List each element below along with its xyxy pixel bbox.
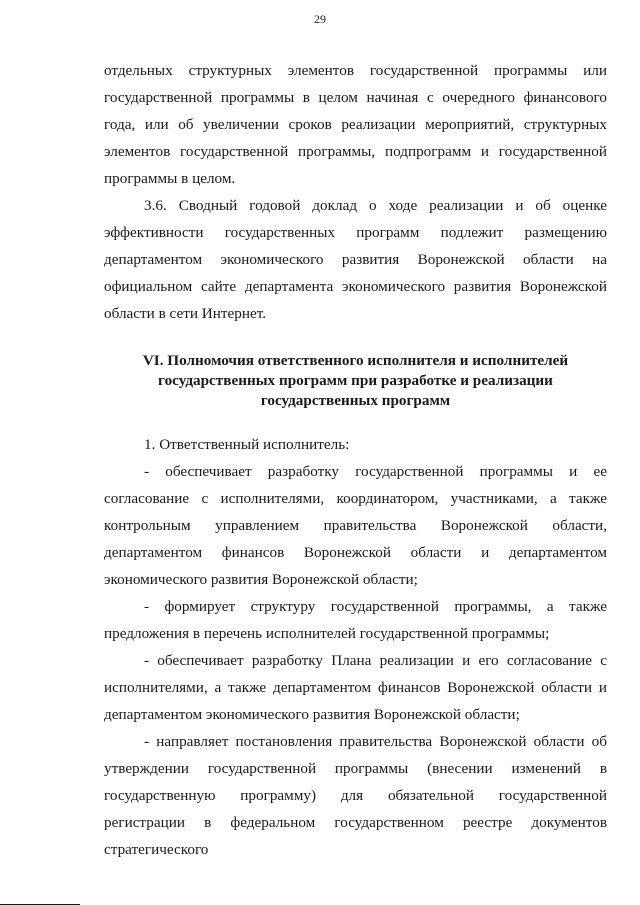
list-item: - формирует структуру государственной программы, а также предложения в перечень исполнителей государственной программы; [104,598,607,642]
page-number: 29 [314,12,326,26]
document-body [104,57,607,863]
section-heading [104,351,607,411]
list-item: - обеспечивает разработку государственной программы и ее согласование с исполнителями, координатором, участниками, а также контрольным управлением правительства Воронежской области, департаментом финансов Воронежской области и департаментом экономического развития Воронежской области; [104,463,607,588]
section-heading-line-2: государственных программ при разработке и реализации [158,372,553,389]
paragraph-3-6: 3.6. Сводный годовой доклад о ходе реализации и об оценке эффективности государственных программ подлежит размещению департаментом экономического развития Воронежской области на официальном сайте департамента экономического развития Воронежской области в сети Интернет. [104,197,607,322]
paragraph-continuation: отдельных структурных элементов государственной программы или государственной программы в целом начиная с очередного финансового года, или об увеличении сроков реализации мероприятий, структурных элементов государственной программы, подпрограмм и государственной программы в целом. [104,62,607,187]
list-item: - направляет постановления правительства Воронежской области об утверждении государственной программы (внесении изменений в государственную программу) для обязательной государственной регистрации в федеральном государственном реестре документов стратегического [104,733,607,858]
paragraph-item-1: 1. Ответственный исполнитель: [144,436,350,453]
section-heading-line-3: государственных программ [260,392,451,409]
list-item: - обеспечивает разработку Плана реализации и его согласование с исполнителями, а также департаментом финансов Воронежской области и департаментом экономического развития Воронежской области; [104,652,607,723]
section-heading-line-1: VI. Полномочия ответственного исполнителя и исполнителей [142,352,569,369]
